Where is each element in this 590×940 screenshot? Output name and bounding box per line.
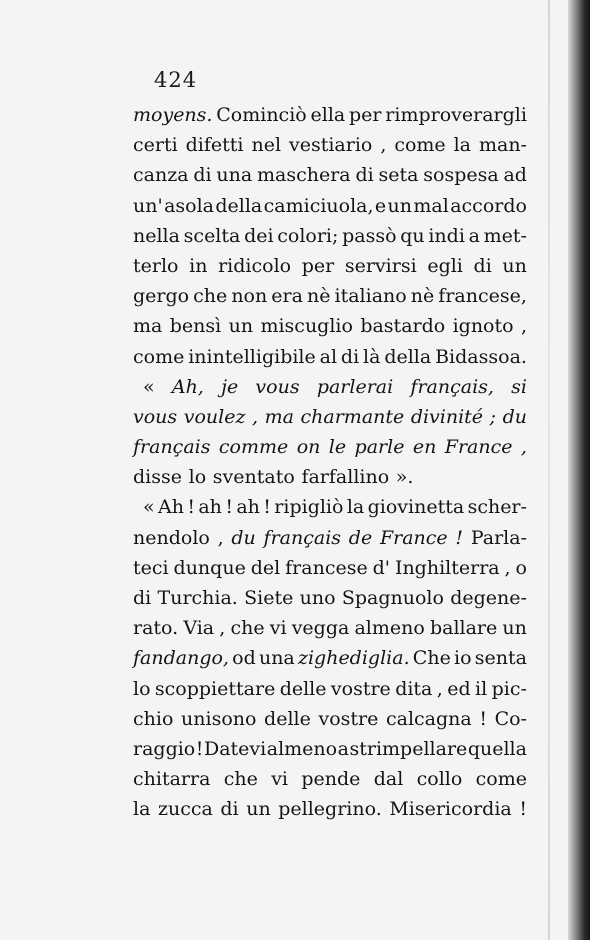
word: Inghilterra bbox=[394, 556, 500, 579]
word: voulez bbox=[183, 405, 246, 428]
word: « bbox=[143, 496, 155, 519]
word: met- bbox=[483, 224, 527, 247]
word: passò bbox=[342, 224, 397, 247]
word: Ah bbox=[158, 496, 184, 519]
word: un' bbox=[133, 194, 163, 217]
word: pic- bbox=[491, 677, 527, 700]
text-line bbox=[133, 311, 527, 341]
word: colori; bbox=[277, 224, 339, 247]
text-line bbox=[133, 613, 527, 643]
word: français bbox=[133, 436, 211, 459]
word: degene- bbox=[450, 587, 527, 609]
word: per bbox=[301, 254, 335, 277]
word: o bbox=[515, 556, 527, 579]
word: en bbox=[412, 436, 437, 459]
word: dal bbox=[373, 768, 404, 791]
word: France bbox=[379, 526, 448, 549]
text-line bbox=[133, 221, 527, 251]
word: le bbox=[328, 436, 347, 459]
word: farfallino bbox=[301, 466, 390, 489]
word: terlo bbox=[133, 254, 179, 277]
word: di bbox=[133, 587, 152, 609]
word: chio bbox=[133, 707, 174, 730]
word: parle bbox=[354, 436, 405, 459]
word: ; bbox=[489, 405, 497, 428]
word: vi bbox=[271, 768, 289, 791]
word: bastardo bbox=[360, 315, 446, 338]
word: Siete bbox=[244, 587, 294, 609]
word: era bbox=[271, 285, 303, 308]
text-line bbox=[133, 130, 527, 160]
word: pellegrino. bbox=[278, 798, 382, 821]
word: nè bbox=[410, 285, 435, 308]
word: delle bbox=[279, 677, 327, 700]
text-line bbox=[133, 402, 527, 432]
word: almeno bbox=[266, 737, 338, 760]
word: un bbox=[228, 315, 254, 338]
word: ! bbox=[195, 737, 204, 760]
word: maschera bbox=[257, 164, 351, 187]
word: zighediglia. bbox=[297, 647, 410, 670]
word: strimpellare bbox=[349, 737, 468, 760]
word: e bbox=[374, 194, 387, 217]
word: come bbox=[394, 134, 446, 157]
word: un bbox=[246, 798, 271, 821]
word: nendolo bbox=[133, 526, 210, 549]
word: dita bbox=[395, 677, 433, 700]
word: per bbox=[349, 104, 382, 126]
word: lo bbox=[133, 677, 151, 700]
word: rimproverargli bbox=[385, 104, 527, 126]
word: Datevi bbox=[203, 737, 267, 760]
word: Turchia. bbox=[157, 587, 238, 609]
binding-edge bbox=[568, 0, 590, 940]
text-line bbox=[133, 764, 527, 794]
word: Cominciò bbox=[216, 104, 307, 126]
word: gergo bbox=[133, 285, 190, 308]
word: ripigliò bbox=[274, 496, 344, 519]
word: a bbox=[468, 224, 480, 247]
text-line bbox=[133, 191, 527, 221]
word: non bbox=[231, 285, 268, 308]
word: inintelligibile bbox=[188, 345, 316, 368]
word: Spagnuolo bbox=[341, 587, 444, 609]
word: Co- bbox=[494, 707, 527, 730]
word: moyens. bbox=[133, 104, 213, 126]
word: nè bbox=[306, 285, 331, 308]
word: si bbox=[511, 375, 527, 398]
word: del bbox=[250, 556, 281, 579]
word: vestiario bbox=[288, 134, 373, 157]
word: io bbox=[454, 647, 472, 670]
word: français, bbox=[410, 375, 494, 398]
word: ma bbox=[133, 315, 163, 338]
word: là bbox=[363, 345, 381, 368]
word: giovinetta bbox=[367, 496, 465, 519]
word: disse bbox=[133, 466, 182, 489]
word: egli bbox=[427, 254, 463, 277]
word: Ah, bbox=[171, 375, 204, 398]
word: vous bbox=[255, 375, 300, 398]
word: vous bbox=[133, 405, 178, 428]
word: un bbox=[502, 254, 527, 277]
word: di bbox=[220, 798, 239, 821]
word: almeno bbox=[354, 617, 425, 640]
word: un bbox=[387, 194, 413, 217]
word: dunque bbox=[173, 556, 246, 579]
word: sventato bbox=[212, 466, 295, 489]
word: che bbox=[223, 768, 258, 791]
text-line bbox=[133, 674, 527, 704]
word: servirsi bbox=[344, 254, 417, 277]
word: camiciuola, bbox=[263, 194, 374, 217]
word: un bbox=[502, 617, 527, 640]
word: ed bbox=[447, 677, 471, 700]
word: teci bbox=[133, 556, 169, 579]
word: charmante bbox=[300, 405, 405, 428]
word: quella bbox=[467, 737, 527, 760]
word: francese, bbox=[438, 285, 527, 308]
word: parlerai bbox=[316, 375, 394, 398]
word: scher- bbox=[467, 496, 527, 519]
word: ! bbox=[225, 496, 233, 519]
text-line bbox=[133, 462, 527, 492]
word: , bbox=[217, 526, 224, 549]
word: una bbox=[216, 164, 253, 187]
word: ad bbox=[503, 164, 527, 187]
word: come bbox=[133, 345, 185, 368]
word: nel bbox=[251, 134, 282, 157]
word: qu bbox=[400, 224, 425, 247]
word: certi bbox=[133, 134, 178, 157]
word: ! bbox=[187, 496, 195, 519]
word: od bbox=[232, 647, 256, 670]
text-line bbox=[133, 704, 527, 734]
word: dei bbox=[244, 224, 274, 247]
page-fold-line bbox=[548, 0, 550, 940]
word: fandango, bbox=[133, 647, 229, 670]
word: ella bbox=[310, 104, 346, 126]
word: Parla- bbox=[470, 526, 527, 549]
word: di bbox=[193, 164, 212, 187]
word: bensì bbox=[169, 315, 222, 338]
word: , bbox=[219, 617, 226, 640]
word: français bbox=[263, 526, 342, 549]
word: ! bbox=[479, 707, 487, 730]
word: vegga bbox=[291, 617, 350, 640]
word: pende bbox=[301, 768, 361, 791]
word: asola bbox=[164, 194, 214, 217]
word: ! bbox=[519, 798, 527, 821]
text-line bbox=[133, 523, 527, 553]
word: sospesa bbox=[423, 164, 499, 187]
word: della bbox=[384, 345, 432, 368]
word: vi bbox=[269, 617, 287, 640]
text-line bbox=[133, 553, 527, 583]
word: Bidassoa. bbox=[435, 345, 527, 368]
text-line bbox=[133, 643, 527, 673]
word: vostre bbox=[330, 677, 391, 700]
word: , bbox=[380, 134, 387, 157]
word: scelta bbox=[183, 224, 241, 247]
word: comme bbox=[218, 436, 289, 459]
word: Che bbox=[412, 647, 451, 670]
word: je bbox=[221, 375, 239, 398]
word: canza bbox=[133, 164, 189, 187]
word: unisono bbox=[181, 707, 257, 730]
word: « bbox=[143, 375, 155, 398]
word: collo bbox=[416, 768, 463, 791]
word: di bbox=[355, 164, 374, 187]
word: ! bbox=[455, 526, 464, 549]
word: du bbox=[231, 526, 256, 549]
word: chitarra bbox=[133, 768, 211, 791]
word: accordo bbox=[450, 194, 527, 217]
word: raggio bbox=[133, 737, 196, 760]
word: italiano bbox=[334, 285, 407, 308]
word: ignoto bbox=[452, 315, 514, 338]
word: ma bbox=[264, 405, 294, 428]
word: che bbox=[193, 285, 228, 308]
word: in bbox=[189, 254, 208, 277]
word: francese bbox=[285, 556, 368, 579]
word: seta bbox=[378, 164, 419, 187]
word: rato. bbox=[133, 617, 179, 640]
word: che bbox=[230, 617, 265, 640]
page-number: 424 bbox=[154, 68, 198, 92]
word: il bbox=[475, 677, 488, 700]
word: France bbox=[444, 436, 513, 459]
word: mal bbox=[413, 194, 449, 217]
word: ah bbox=[198, 496, 222, 519]
word: difetti bbox=[185, 134, 244, 157]
word: , bbox=[520, 436, 527, 459]
word: a bbox=[337, 737, 349, 760]
word: di bbox=[340, 345, 360, 368]
word: , bbox=[436, 677, 443, 700]
text-line bbox=[133, 372, 527, 402]
word: , bbox=[520, 315, 527, 338]
word: di bbox=[473, 254, 492, 277]
word: la bbox=[453, 134, 472, 157]
word: man- bbox=[478, 134, 527, 157]
text-line bbox=[133, 734, 527, 764]
word: come bbox=[475, 768, 527, 791]
word: ». bbox=[395, 466, 414, 489]
text-line bbox=[133, 492, 527, 522]
word: zucca bbox=[157, 798, 213, 821]
text-line bbox=[133, 342, 527, 372]
word: della bbox=[215, 194, 263, 217]
word: divinité bbox=[410, 405, 484, 428]
word: senta bbox=[474, 647, 527, 670]
word: ballare bbox=[429, 617, 498, 640]
word: nella bbox=[133, 224, 180, 247]
word: scoppiettare bbox=[154, 677, 276, 700]
word: du bbox=[502, 405, 527, 428]
word: indi bbox=[428, 224, 465, 247]
word: d' bbox=[372, 556, 391, 579]
text-line bbox=[133, 432, 527, 462]
word: ah bbox=[236, 496, 260, 519]
word: al bbox=[319, 345, 338, 368]
word: miscuglio bbox=[260, 315, 353, 338]
word: lo bbox=[188, 466, 207, 489]
word: vostre bbox=[318, 707, 379, 730]
text-line bbox=[133, 100, 527, 130]
word: Misericordia bbox=[389, 798, 512, 821]
word: la bbox=[346, 496, 365, 519]
text-line bbox=[133, 281, 527, 311]
word: calcagna bbox=[385, 707, 472, 730]
word: Via bbox=[183, 617, 215, 640]
word: uno bbox=[299, 587, 336, 609]
text-line bbox=[133, 583, 527, 613]
word: delle bbox=[264, 707, 311, 730]
word: , bbox=[252, 405, 259, 428]
word: de bbox=[348, 526, 373, 549]
word: , bbox=[504, 556, 511, 579]
word: una bbox=[258, 647, 295, 670]
word: ridicolo bbox=[218, 254, 292, 277]
text-line bbox=[133, 251, 527, 281]
text-line bbox=[133, 794, 527, 824]
word: ! bbox=[263, 496, 271, 519]
word: on bbox=[296, 436, 321, 459]
text-line bbox=[133, 160, 527, 190]
word: la bbox=[133, 798, 151, 821]
body-text bbox=[133, 100, 527, 825]
